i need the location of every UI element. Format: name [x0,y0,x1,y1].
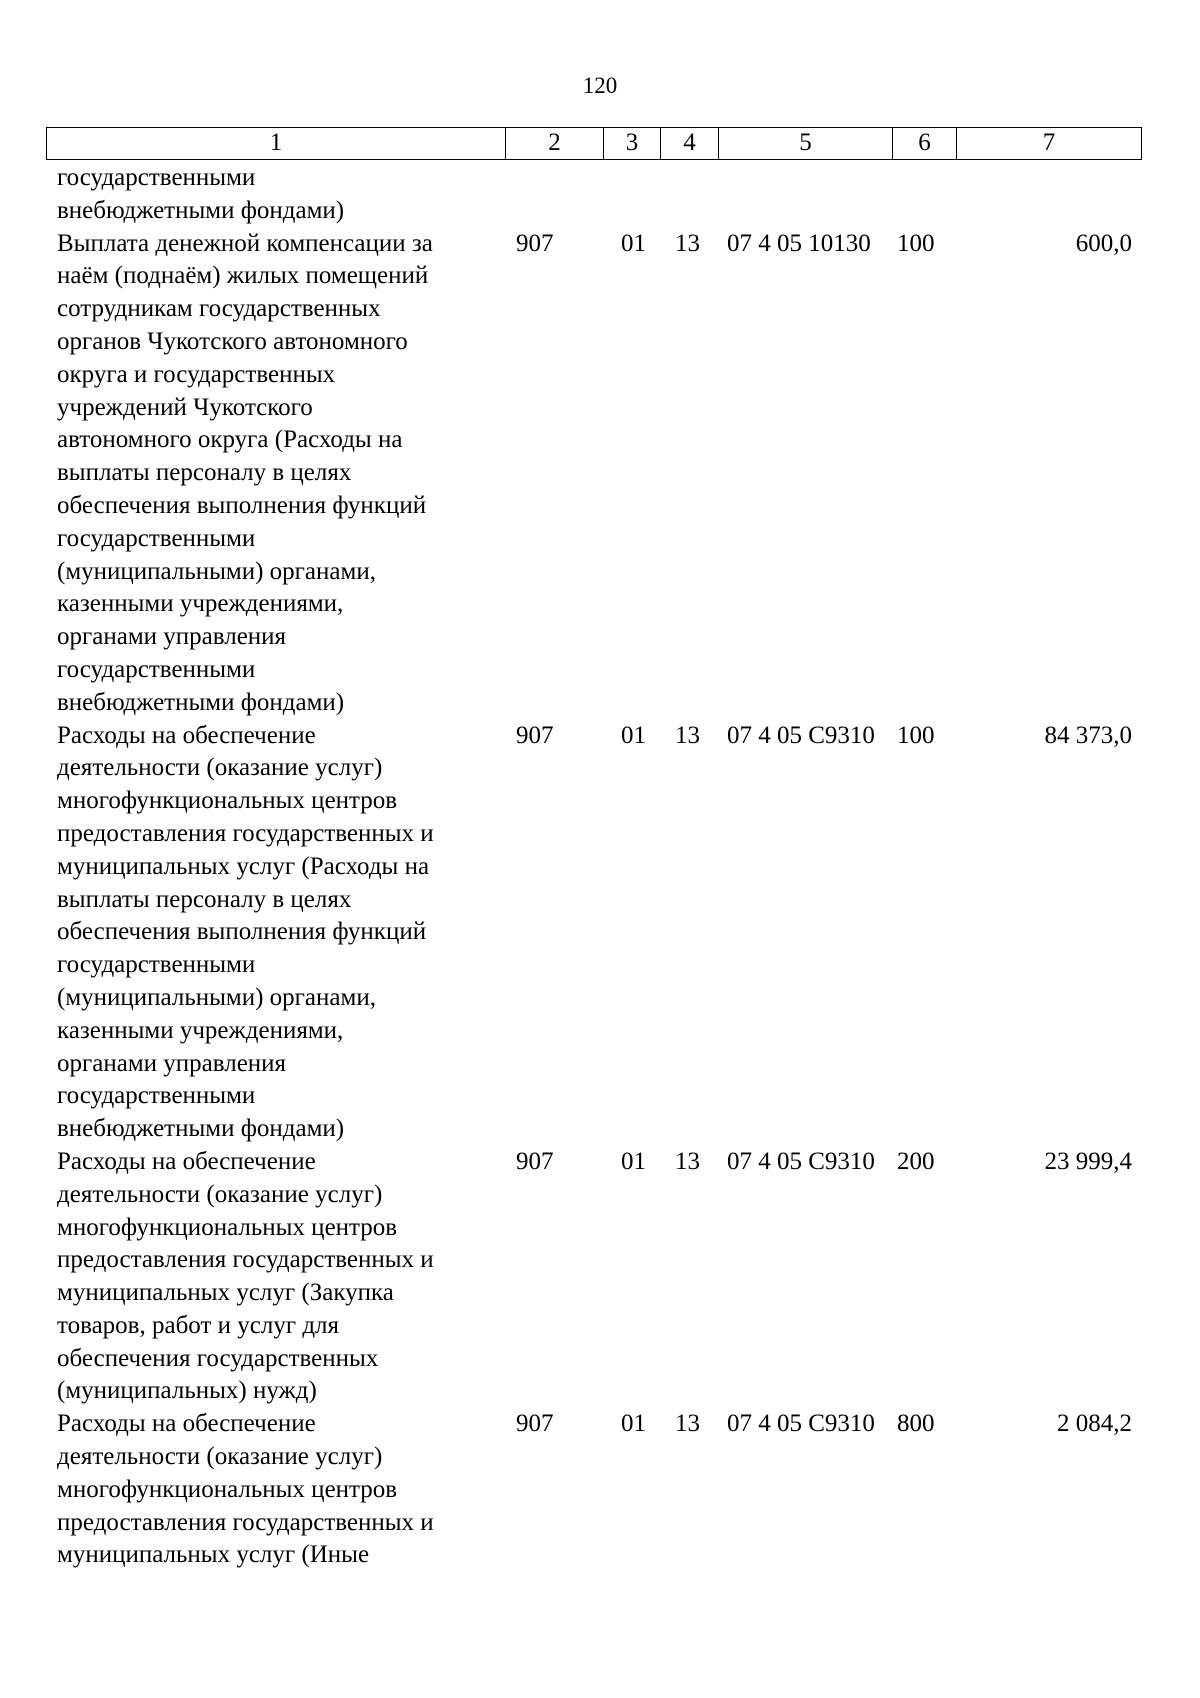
row-section-code: 01 [621,229,646,257]
row-target-code: 07 4 05 10130 [727,229,871,257]
row-subsection-code: 13 [675,229,700,257]
page-number: 120 [582,73,618,98]
row-section-code: 01 [621,1147,646,1175]
row-description: государственными внебюджетными фондами) [57,164,345,224]
row-description: Выплата денежной компенсации за наём (поднаём) жилых помещений сотрудникам государственных органов Чукотского автономного округа и государственных учреждений Чукотского автономного округа (Расходы на выплаты персоналу в целях обеспечения выполнения функций государственными (муниципальными) органами, казенными учреждениями, органами управления государственными внебюджетными фондами) [57,229,433,716]
table-row [46,1146,1142,1408]
row-sum: 600,0 [1075,229,1132,257]
row-subsection-code: 13 [675,1410,700,1438]
row-admin-code: 907 [516,1410,554,1438]
row-target-code: 07 4 05 С9310 [727,1410,875,1438]
table-body [46,162,1142,1572]
row-expense-type: 200 [897,1147,935,1175]
row-target-code: 07 4 05 С9310 [727,1147,875,1175]
column-header-7: 7 [1042,129,1056,156]
column-header-3: 3 [604,128,661,159]
table-header-row [46,127,1142,160]
table-row [46,1408,1142,1572]
row-sum: 2 084,2 [1057,1410,1132,1438]
column-header-2: 2 [506,128,604,159]
table-row [46,720,1142,1146]
row-expense-type: 800 [897,1410,935,1438]
column-header-5: 5 [719,128,893,159]
table-row [46,162,1142,228]
table-row [46,228,1142,720]
row-expense-type: 100 [897,721,935,749]
column-header-6: 6 [893,128,957,159]
row-description: Расходы на обеспечение деятельности (оказание услуг) многофункциональных центров предоставления государственных и муниципальных услуг (Расходы на выплаты персоналу в целях обеспечения выполнения функций государственными (муниципальными) органами, казенными учреждениями, органами управления государственными внебюджетными фондами) [57,721,434,1143]
row-subsection-code: 13 [675,1147,700,1175]
row-section-code: 01 [621,721,646,749]
row-admin-code: 907 [516,1147,554,1175]
column-header-1: 1 [47,128,506,159]
row-target-code: 07 4 05 С9310 [727,721,875,749]
row-admin-code: 907 [516,229,554,257]
row-sum: 23 999,4 [1044,1147,1132,1175]
row-subsection-code: 13 [675,721,700,749]
row-admin-code: 907 [516,721,554,749]
row-sum: 84 373,0 [1044,721,1132,749]
column-header-4: 4 [661,128,719,159]
row-expense-type: 100 [897,229,935,257]
row-description: Расходы на обеспечение деятельности (оказание услуг) многофункциональных центров предоставления государственных и муниципальных услуг (Закупка товаров, работ и услуг для обеспечения государственных (муниципальных) нужд) [57,1147,434,1405]
row-section-code: 01 [621,1410,646,1438]
row-description: Расходы на обеспечение деятельности (оказание услуг) многофункциональных центров предоставления государственных и муниципальных услуг (Иные [57,1410,434,1569]
